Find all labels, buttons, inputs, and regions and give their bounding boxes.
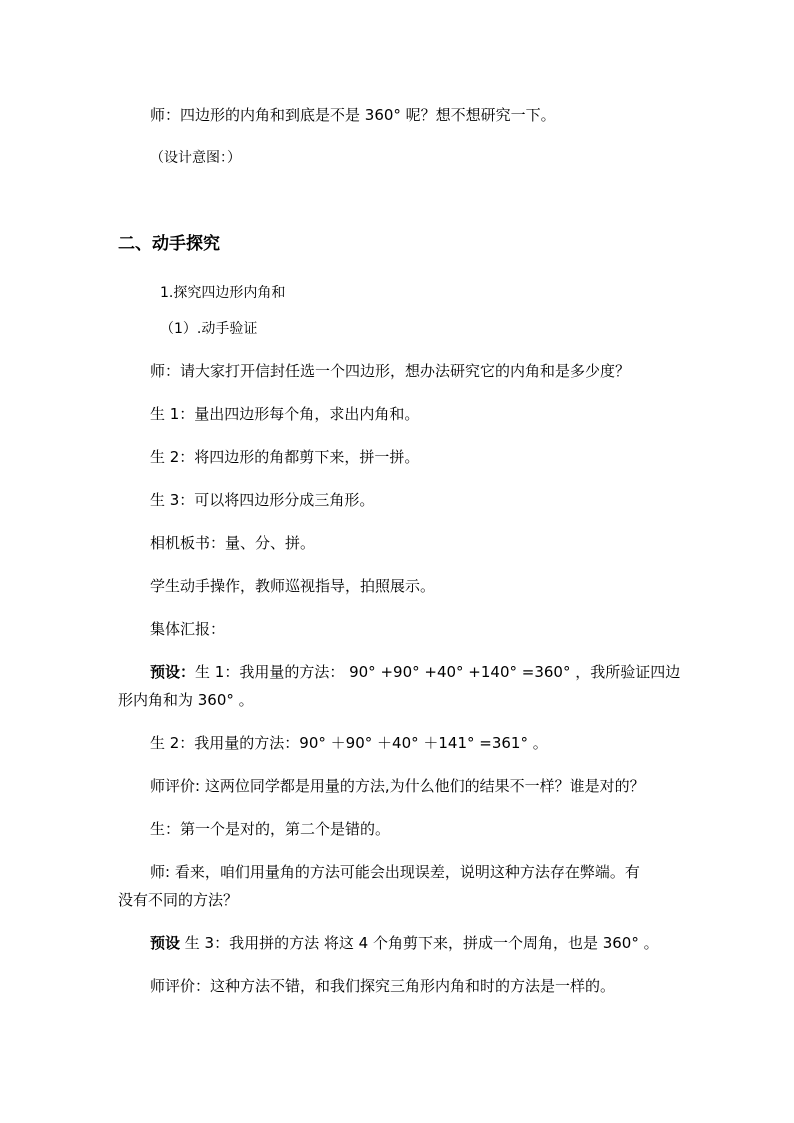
subheading-1: 1.探究四边形内角和 [160,285,286,301]
paragraph-student-3: 生 3：可以将四边形分成三角形。 [150,491,375,509]
preset-label: 预设 [150,934,181,952]
preset-label: 预设： [150,663,196,681]
paragraph-teacher-question: 师：四边形的内角和到底是不是 360° 呢？想不想研究一下。 [150,106,556,124]
section-heading: 二、动手探究 [118,234,220,254]
paragraph-preset-2 [150,933,659,953]
paragraph-student-2: 生 2：将四边形的角都剪下来，拼一拼。 [150,448,420,466]
paragraph-teacher-2: 师: 看来，咱们用量角的方法可能会出现误差，说明这种方法存在弊端。有 [150,863,640,881]
paragraph-teacher-eval-2: 师评价：这种方法不错，和我们探究三角形内角和时的方法是一样的。 [150,977,616,995]
design-intent: （设计意图：） [150,150,241,166]
paragraph-teacher-ask: 师：请大家打开信封任选一个四边形，想办法研究它的内角和是多少度？ [150,362,631,380]
paragraph-student-2-measure: 生 2：我用量的方法：90° ＋90° ＋40° ＋141° =361° 。 [150,734,548,752]
preset-text: 生 3：我用拼的方法 将这 4 个角剪下来，拼成一个周角，也是 360° 。 [180,934,659,952]
preset-text: 生 1：我用量的方法： 90° +90° +40° +140° =360° ，我所验证四边 [195,663,681,681]
paragraph-student-1: 生 1：量出四边形每个角，求出内角和。 [150,405,420,423]
paragraph-student-answer: 生：第一个是对的，第二个是错的。 [150,820,391,838]
paragraph-teacher-eval-1: 师评价: 这两位同学都是用量的方法,为什么他们的结果不一样？谁是对的？ [150,777,645,795]
paragraph-board: 相机板书：量、分、拼。 [150,534,316,552]
paragraph-preset-1 [150,662,680,682]
paragraph-teacher-2-cont: 没有不同的方法？ [118,891,239,909]
paragraph-preset-1-cont: 形内角和为 360° 。 [118,691,254,709]
subheading-1-1: （1）.动手验证 [160,321,258,337]
paragraph-report: 集体汇报： [150,620,226,638]
paragraph-operation: 学生动手操作，教师巡视指导，拍照展示。 [150,577,436,595]
